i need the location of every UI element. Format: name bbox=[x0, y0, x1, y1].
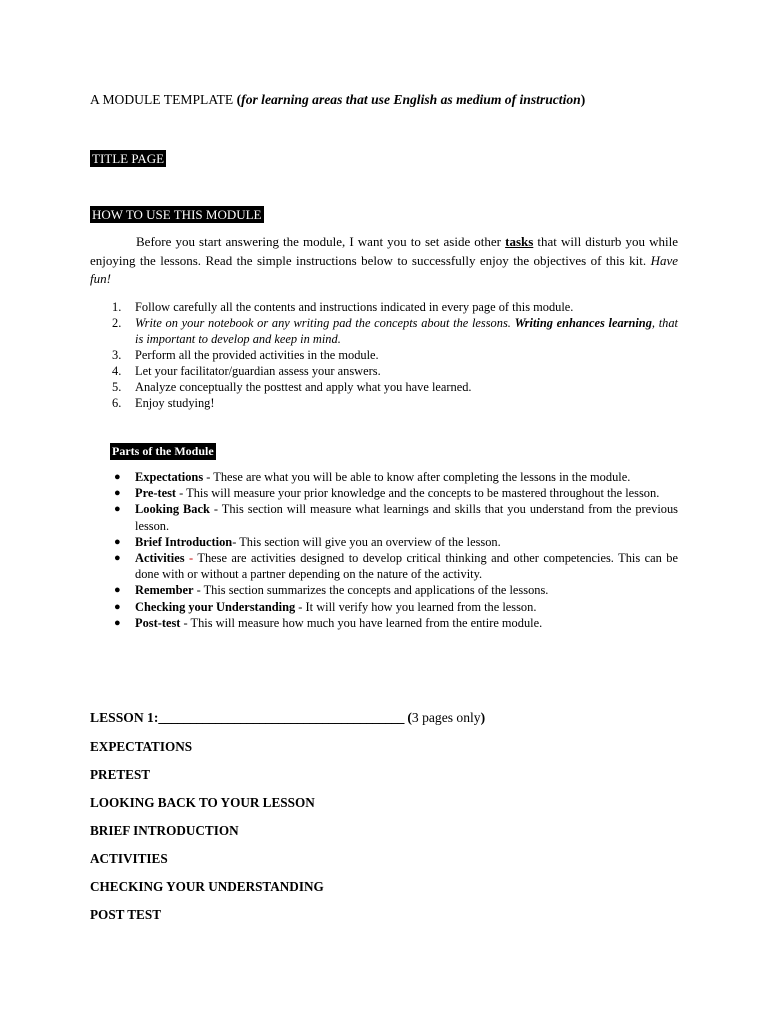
bullet-icon: ● bbox=[114, 616, 121, 629]
instruction-item bbox=[112, 379, 678, 395]
instruction-item bbox=[112, 347, 678, 363]
section-expectations: EXPECTATIONS bbox=[90, 739, 193, 754]
module-part-term: Post-test bbox=[135, 615, 181, 630]
module-part-term: Expectations bbox=[135, 470, 204, 484]
module-part-item bbox=[112, 469, 678, 485]
instruction-text-bold-italic: Writing enhances learning bbox=[514, 316, 652, 330]
lesson-paren-close: ) bbox=[480, 710, 486, 725]
bullet-icon: ● bbox=[114, 503, 121, 516]
instruction-text: Enjoy studying! bbox=[135, 396, 215, 410]
module-part-dash: - bbox=[232, 534, 240, 549]
instruction-number: 4. bbox=[112, 364, 122, 378]
module-part-desc: This section summarizes the concepts and applications of the lessons. bbox=[203, 583, 549, 598]
module-part-dash: - bbox=[176, 486, 187, 501]
bullet-icon: ● bbox=[114, 487, 121, 500]
module-part-term: Brief Introduction bbox=[135, 534, 233, 549]
lesson-paren-open: ( bbox=[403, 710, 412, 725]
lesson-title-blank: _______________________________________ bbox=[158, 710, 404, 725]
module-part-term: Remember bbox=[135, 583, 194, 598]
section-pretest: PRETEST bbox=[90, 767, 151, 782]
document-title-paren-close: ) bbox=[580, 92, 586, 107]
intro-have-fun: Have fun! bbox=[90, 252, 678, 286]
module-part-dash: - bbox=[295, 599, 306, 614]
instruction-text: Let your facilitator/guardian assess your answers. bbox=[135, 364, 381, 378]
module-part-dash: - bbox=[184, 551, 198, 566]
instruction-number: 6. bbox=[112, 396, 122, 410]
module-part-dash: - bbox=[203, 470, 214, 484]
module-part-term: Pre-test bbox=[135, 486, 177, 501]
module-part-item bbox=[112, 550, 678, 582]
lesson-sections-list bbox=[90, 738, 324, 934]
module-part-desc: This will measure how much you have learned from the entire module. bbox=[190, 615, 543, 630]
module-part-item bbox=[112, 582, 678, 598]
module-part-term: Looking Back bbox=[135, 502, 210, 517]
module-part-item bbox=[112, 615, 678, 631]
module-part-item bbox=[112, 501, 678, 533]
document-title-paren-open: ( bbox=[236, 92, 242, 107]
document-title bbox=[90, 92, 585, 108]
module-part-item bbox=[112, 485, 678, 501]
intro-text-1: Before you start answering the module, I want you to set aside other bbox=[136, 234, 506, 249]
how-to-use-heading: HOW TO USE THIS MODULE bbox=[92, 207, 262, 222]
bullet-icon: ● bbox=[114, 584, 121, 597]
module-part-desc: These are what you will be able to know after completing the lessons in the module. bbox=[213, 470, 631, 484]
bullet-icon: ● bbox=[114, 600, 121, 613]
instruction-text-italic: Write on your notebook or any writing pad the concepts about the lessons. bbox=[135, 316, 515, 330]
parts-of-module-heading: Parts of the Module bbox=[112, 444, 214, 458]
section-activities: ACTIVITIES bbox=[90, 851, 168, 866]
instruction-text: Follow carefully all the contents and instructions indicated in every page of this module. bbox=[135, 300, 574, 314]
section-brief-introduction: BRIEF INTRODUCTION bbox=[90, 823, 239, 838]
lesson-title-line bbox=[90, 710, 485, 726]
module-part-term: Checking your Understanding bbox=[135, 599, 296, 614]
instruction-item bbox=[112, 363, 678, 379]
section-looking-back: LOOKING BACK TO YOUR LESSON bbox=[90, 795, 315, 810]
module-part-dash: - bbox=[209, 502, 222, 517]
module-part-desc: This will measure your prior knowledge and the concepts to be mastered throughout the lesson. bbox=[186, 486, 660, 501]
instruction-item bbox=[112, 299, 678, 315]
intro-text-2: that will disturb you while enjoying the lessons. Read the simple instructions below to successfully enjoy the objectives of this kit. bbox=[90, 234, 678, 268]
lesson-label: LESSON 1: bbox=[90, 710, 159, 725]
module-part-dash: - bbox=[180, 615, 191, 630]
module-part-desc: These are activities designed to develop critical thinking and other competencies. This can be done with or without a partner depending on the nature of the activity. bbox=[135, 551, 678, 582]
title-page-heading: TITLE PAGE bbox=[92, 151, 165, 166]
instruction-list bbox=[112, 299, 678, 411]
section-checking-understanding: CHECKING YOUR UNDERSTANDING bbox=[90, 879, 324, 894]
instruction-number: 3. bbox=[112, 348, 122, 362]
document-title-main: A MODULE TEMPLATE bbox=[90, 92, 237, 107]
instruction-number: 2. bbox=[112, 316, 122, 330]
instruction-text: Perform all the provided activities in the module. bbox=[135, 348, 379, 362]
instruction-item bbox=[112, 395, 678, 411]
document-title-subtitle: for learning areas that use English as medium of instruction bbox=[241, 92, 581, 107]
module-part-desc: It will verify how you learned from the lesson. bbox=[305, 599, 537, 614]
section-post-test: POST TEST bbox=[90, 907, 161, 922]
bullet-icon: ● bbox=[114, 552, 121, 565]
module-part-desc: This section will measure what learnings and skills that you understand from the previous lesson. bbox=[135, 502, 678, 533]
intro-paragraph bbox=[90, 233, 678, 289]
intro-tasks-word: tasks bbox=[505, 234, 534, 249]
instruction-text-italic-end: , that is important to develop and keep in mind. bbox=[135, 316, 678, 346]
instruction-text: Analyze conceptually the posttest and apply what you have learned. bbox=[135, 380, 472, 394]
instruction-item bbox=[112, 315, 678, 347]
module-part-dash: - bbox=[193, 583, 204, 598]
module-part-item bbox=[112, 599, 678, 615]
bullet-icon: ● bbox=[114, 535, 121, 548]
module-part-desc: This section will give you an overview of the lesson. bbox=[239, 534, 501, 549]
bullet-icon: ● bbox=[114, 471, 121, 483]
module-parts-list bbox=[112, 469, 678, 631]
lesson-page-note: 3 pages only bbox=[411, 710, 481, 725]
instruction-number: 5. bbox=[112, 380, 122, 394]
instruction-number: 1. bbox=[112, 300, 122, 314]
module-part-term: Activities bbox=[135, 551, 185, 566]
module-part-item bbox=[112, 534, 678, 550]
